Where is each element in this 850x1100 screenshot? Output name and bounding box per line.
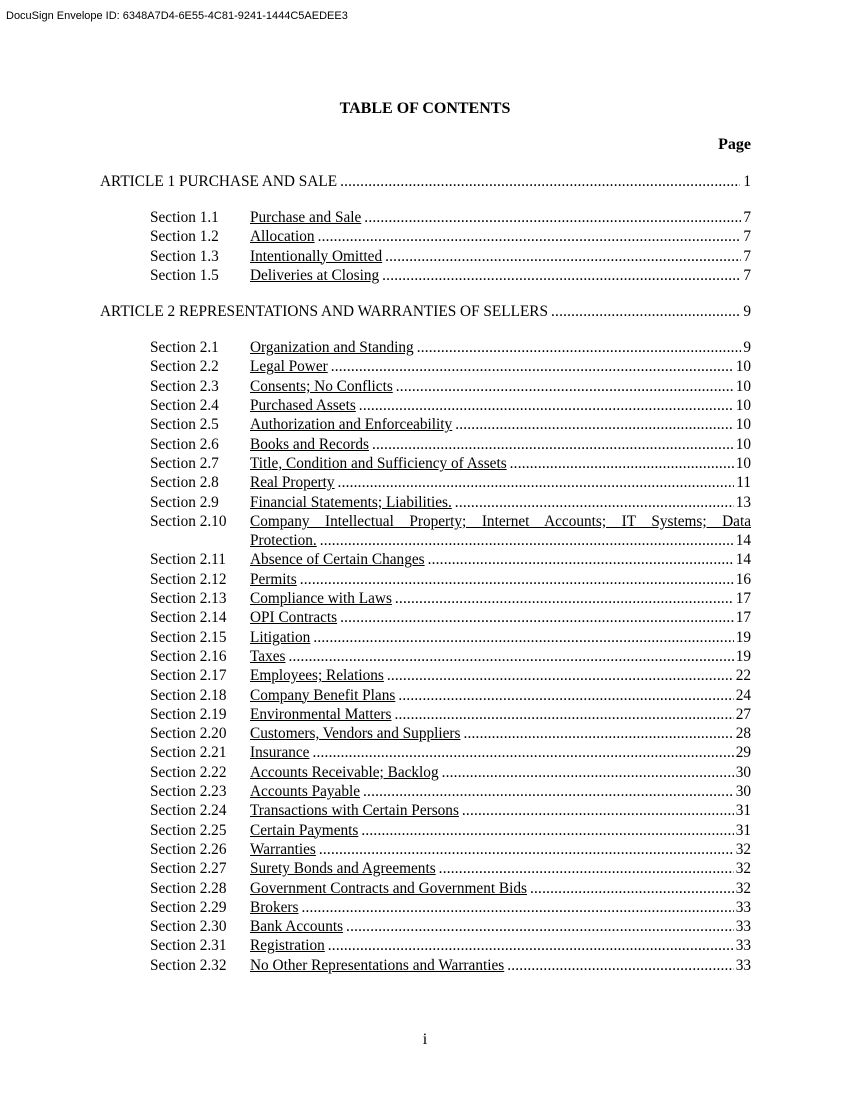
toc-entry[interactable] (150, 666, 751, 685)
section-link[interactable]: Bank Accounts (250, 918, 344, 936)
section-link[interactable]: Purchased Assets (250, 397, 356, 415)
section-number: Section 2.21 (150, 744, 227, 762)
toc-entry[interactable] (150, 473, 751, 492)
section-number: Section 2.30 (150, 918, 227, 936)
section-number: Section 1.2 (150, 228, 219, 246)
toc-entry[interactable] (150, 821, 751, 840)
dot-leader (361, 821, 733, 840)
section-number: Section 2.23 (150, 783, 227, 801)
toc-entry[interactable] (150, 628, 751, 647)
article-page-number: 9 (743, 303, 751, 321)
toc-entry[interactable] (150, 859, 751, 878)
dot-leader (312, 743, 733, 762)
dot-leader (313, 628, 733, 647)
dot-leader (328, 936, 734, 955)
toc-entry[interactable] (150, 493, 751, 512)
section-page-number: 10 (735, 358, 751, 376)
toc-entry[interactable] (150, 589, 751, 608)
section-link[interactable]: Deliveries at Closing (250, 266, 380, 284)
dot-leader (455, 415, 734, 434)
toc-entry[interactable] (150, 936, 751, 955)
toc-entry[interactable] (150, 724, 751, 743)
toc-entry[interactable] (150, 801, 751, 820)
dot-leader (301, 898, 733, 917)
dot-leader (364, 208, 741, 227)
dot-leader (363, 782, 734, 801)
toc-entry[interactable] (150, 338, 751, 357)
section-link[interactable]: Warranties (250, 840, 316, 858)
toc-entry[interactable] (150, 227, 751, 246)
toc-entry[interactable] (150, 266, 751, 285)
section-page-number: 7 (743, 209, 751, 226)
page-column-label: Page (718, 136, 751, 153)
toc-entry[interactable] (150, 247, 751, 266)
section-link[interactable]: Compliance with Laws (250, 590, 392, 608)
dot-leader (462, 801, 734, 820)
section-page-number: 19 (735, 647, 751, 665)
article-heading[interactable] (100, 172, 751, 192)
section-link[interactable]: Transactions with Certain Persons (250, 802, 459, 820)
toc-entry[interactable] (150, 743, 751, 762)
section-link[interactable]: Litigation (250, 628, 311, 646)
dot-leader (359, 396, 734, 415)
article-page-number: 1 (743, 173, 751, 190)
toc-entry[interactable] (150, 879, 751, 898)
dot-leader (340, 172, 740, 192)
article-heading[interactable] (100, 302, 751, 322)
dot-leader (551, 302, 740, 322)
section-link[interactable]: Surety Bonds and Agreements (250, 860, 436, 878)
section-link[interactable]: Accounts Payable (250, 783, 361, 801)
dot-leader (510, 454, 734, 473)
dot-leader (387, 666, 734, 685)
section-link[interactable]: Government Contracts and Government Bids (250, 879, 527, 897)
dot-leader (320, 531, 734, 550)
section-number: Section 2.22 (150, 763, 227, 781)
toc-entry[interactable] (150, 705, 751, 724)
section-link[interactable]: Permits (250, 570, 297, 588)
section-number: Section 2.25 (150, 821, 227, 839)
section-number: Section 2.1 (150, 339, 219, 357)
section-page-number: 30 (735, 783, 751, 801)
dot-leader (372, 435, 734, 454)
section-page-number: 10 (735, 416, 751, 434)
section-number: Section 2.29 (150, 898, 227, 916)
dot-leader (340, 608, 734, 627)
section-number: Section 2.16 (150, 647, 227, 665)
section-number: Section 2.14 (150, 609, 227, 627)
dot-leader (463, 724, 733, 743)
toc-entry[interactable] (150, 377, 751, 396)
toc-entry[interactable] (150, 454, 751, 473)
dot-leader (507, 956, 733, 975)
section-page-number: 7 (743, 266, 751, 284)
section-link[interactable]: OPI Contracts (250, 609, 338, 627)
article-title: ARTICLE 1 PURCHASE AND SALE (100, 173, 338, 190)
dot-leader (338, 473, 735, 492)
section-page-number: 32 (735, 840, 751, 858)
section-page-number: 7 (743, 228, 751, 246)
section-number: Section 2.7 (150, 454, 219, 472)
toc-entry[interactable] (150, 917, 751, 936)
section-number: Section 2.15 (150, 628, 227, 646)
section-page-number: 10 (735, 435, 751, 453)
section-page-number: 10 (735, 454, 751, 472)
section-number: Section 2.32 (150, 956, 227, 974)
dot-leader (288, 647, 733, 666)
section-page-number: 14 (735, 532, 751, 550)
dot-leader (394, 705, 733, 724)
toc-entry[interactable] (150, 647, 751, 666)
section-page-number: 17 (735, 609, 751, 627)
toc-entry[interactable] (150, 435, 751, 454)
section-page-number: 28 (735, 725, 751, 743)
section-number: Section 2.18 (150, 686, 227, 704)
section-link[interactable]: Employees; Relations (250, 667, 384, 685)
section-page-number: 16 (735, 570, 751, 588)
section-link[interactable]: Consents; No Conflicts (250, 377, 393, 395)
toc-entry[interactable] (150, 686, 751, 705)
dot-leader (442, 763, 734, 782)
toc-entry[interactable] (150, 840, 751, 859)
section-page-number: 10 (735, 397, 751, 415)
section-link[interactable]: Taxes (250, 647, 286, 665)
section-link[interactable]: Intentionally Omitted (250, 247, 383, 265)
section-number: Section 2.24 (150, 802, 227, 820)
toc-entry[interactable] (150, 898, 751, 917)
section-link[interactable]: Registration (250, 937, 325, 955)
section-number: Section 1.5 (150, 266, 219, 284)
dot-leader (319, 840, 734, 859)
dot-leader (331, 357, 734, 376)
section-page-number: 9 (743, 339, 751, 357)
section-page-number: 10 (735, 377, 751, 395)
section-number: Section 2.8 (150, 474, 219, 492)
toc-entry[interactable] (150, 550, 751, 569)
dot-leader (428, 550, 734, 569)
docusign-envelope-id: DocuSign Envelope ID: 6348A7D4-6E55-4C81-9241-1444C5AEDEE3 (6, 10, 348, 22)
section-page-number: 32 (735, 860, 751, 878)
section-page-number: 33 (735, 898, 751, 916)
section-page-number: 33 (735, 956, 751, 974)
toc-entry[interactable] (150, 415, 751, 434)
dot-leader (318, 227, 742, 246)
section-page-number: 30 (735, 763, 751, 781)
dot-leader (395, 589, 734, 608)
section-number: Section 2.31 (150, 937, 227, 955)
dot-leader (455, 493, 734, 512)
section-link[interactable]: Authorization and Enforceability (250, 416, 453, 434)
section-page-number: 29 (735, 744, 751, 762)
section-page-number: 24 (735, 686, 751, 704)
section-page-number: 17 (735, 590, 751, 608)
section-page-number: 22 (735, 667, 751, 685)
section-list (100, 208, 751, 285)
section-list (100, 338, 751, 975)
section-number: Section 2.17 (150, 667, 227, 685)
dot-leader (396, 377, 734, 396)
page-title: TABLE OF CONTENTS (339, 100, 511, 117)
section-number: Section 2.26 (150, 840, 227, 858)
section-number: Section 2.2 (150, 358, 219, 376)
section-link[interactable]: Organization and Standing (250, 339, 414, 357)
section-link[interactable]: Brokers (250, 898, 299, 916)
section-number: Section 2.19 (150, 705, 227, 723)
section-number: Section 2.6 (150, 435, 219, 453)
section-page-number: 32 (735, 879, 751, 897)
section-link[interactable]: Company Benefit Plans (250, 686, 396, 704)
section-link[interactable]: No Other Representations and Warranties (250, 956, 505, 974)
article-title: ARTICLE 2 REPRESENTATIONS AND WARRANTIES OF SELLERS (100, 303, 549, 321)
section-page-number: 27 (735, 705, 751, 723)
section-page-number: 11 (736, 474, 751, 492)
section-number: Section 2.3 (150, 377, 219, 395)
toc-entry[interactable] (150, 763, 751, 782)
section-number: Section 2.5 (150, 416, 219, 434)
page-footer-number: i (422, 1031, 428, 1048)
section-page-number: 19 (735, 628, 751, 646)
toc-entry[interactable] (150, 357, 751, 376)
section-page-number: 13 (735, 493, 751, 511)
section-page-number: 33 (735, 937, 751, 955)
section-link[interactable]: Financial Statements; Liabilities. (250, 493, 452, 511)
section-page-number: 14 (735, 551, 751, 569)
section-link[interactable]: Legal Power (250, 358, 328, 376)
section-number: Section 2.27 (150, 860, 227, 878)
section-number: Section 2.12 (150, 570, 227, 588)
section-number: Section 2.13 (150, 590, 227, 608)
toc-entry[interactable] (150, 396, 751, 415)
section-link[interactable]: Environmental Matters (250, 705, 392, 723)
section-link[interactable]: Purchase and Sale (250, 209, 362, 226)
section-link[interactable]: Real Property (250, 474, 335, 492)
section-page-number: 31 (735, 802, 751, 820)
section-link[interactable]: Certain Payments (250, 821, 359, 839)
table-of-contents (100, 172, 751, 992)
section-link[interactable]: Accounts Receivable; Backlog (250, 763, 439, 781)
toc-entry[interactable] (150, 570, 751, 589)
section-number: Section 2.20 (150, 725, 227, 743)
toc-entry[interactable] (150, 782, 751, 801)
section-page-number: 33 (735, 918, 751, 936)
dot-leader (530, 879, 734, 898)
section-link[interactable]: Insurance (250, 744, 310, 762)
section-number: Section 2.11 (150, 551, 226, 569)
section-number: Section 2.28 (150, 879, 227, 897)
section-link[interactable]: Company Intellectual Property; Internet Accounts; IT Systems; Data (250, 512, 751, 530)
section-number: Section 1.1 (150, 209, 219, 226)
toc-entry[interactable] (150, 208, 751, 227)
toc-entry[interactable] (150, 956, 751, 975)
section-link[interactable]: Absence of Certain Changes (250, 551, 425, 569)
section-page-number: 31 (735, 821, 751, 839)
dot-leader (439, 859, 734, 878)
dot-leader (346, 917, 734, 936)
section-page-number: 7 (743, 247, 751, 265)
dot-leader (398, 686, 733, 705)
toc-entry[interactable] (150, 608, 751, 627)
dot-leader (300, 570, 734, 589)
section-number: Section 2.9 (150, 493, 219, 511)
dot-leader (417, 338, 742, 357)
section-link[interactable]: Books and Records (250, 435, 369, 453)
section-link[interactable]: Title, Condition and Sufficiency of Assets (250, 454, 507, 472)
section-number: Section 2.10 (150, 512, 227, 530)
section-number: Section 2.4 (150, 397, 219, 415)
dot-leader (382, 266, 741, 285)
section-link[interactable]: Allocation (250, 228, 315, 246)
section-link-continued[interactable]: Protection. (250, 532, 317, 550)
toc-entry[interactable] (150, 512, 751, 551)
section-number: Section 1.3 (150, 247, 219, 265)
dot-leader (385, 247, 741, 266)
section-link[interactable]: Customers, Vendors and Suppliers (250, 725, 461, 743)
